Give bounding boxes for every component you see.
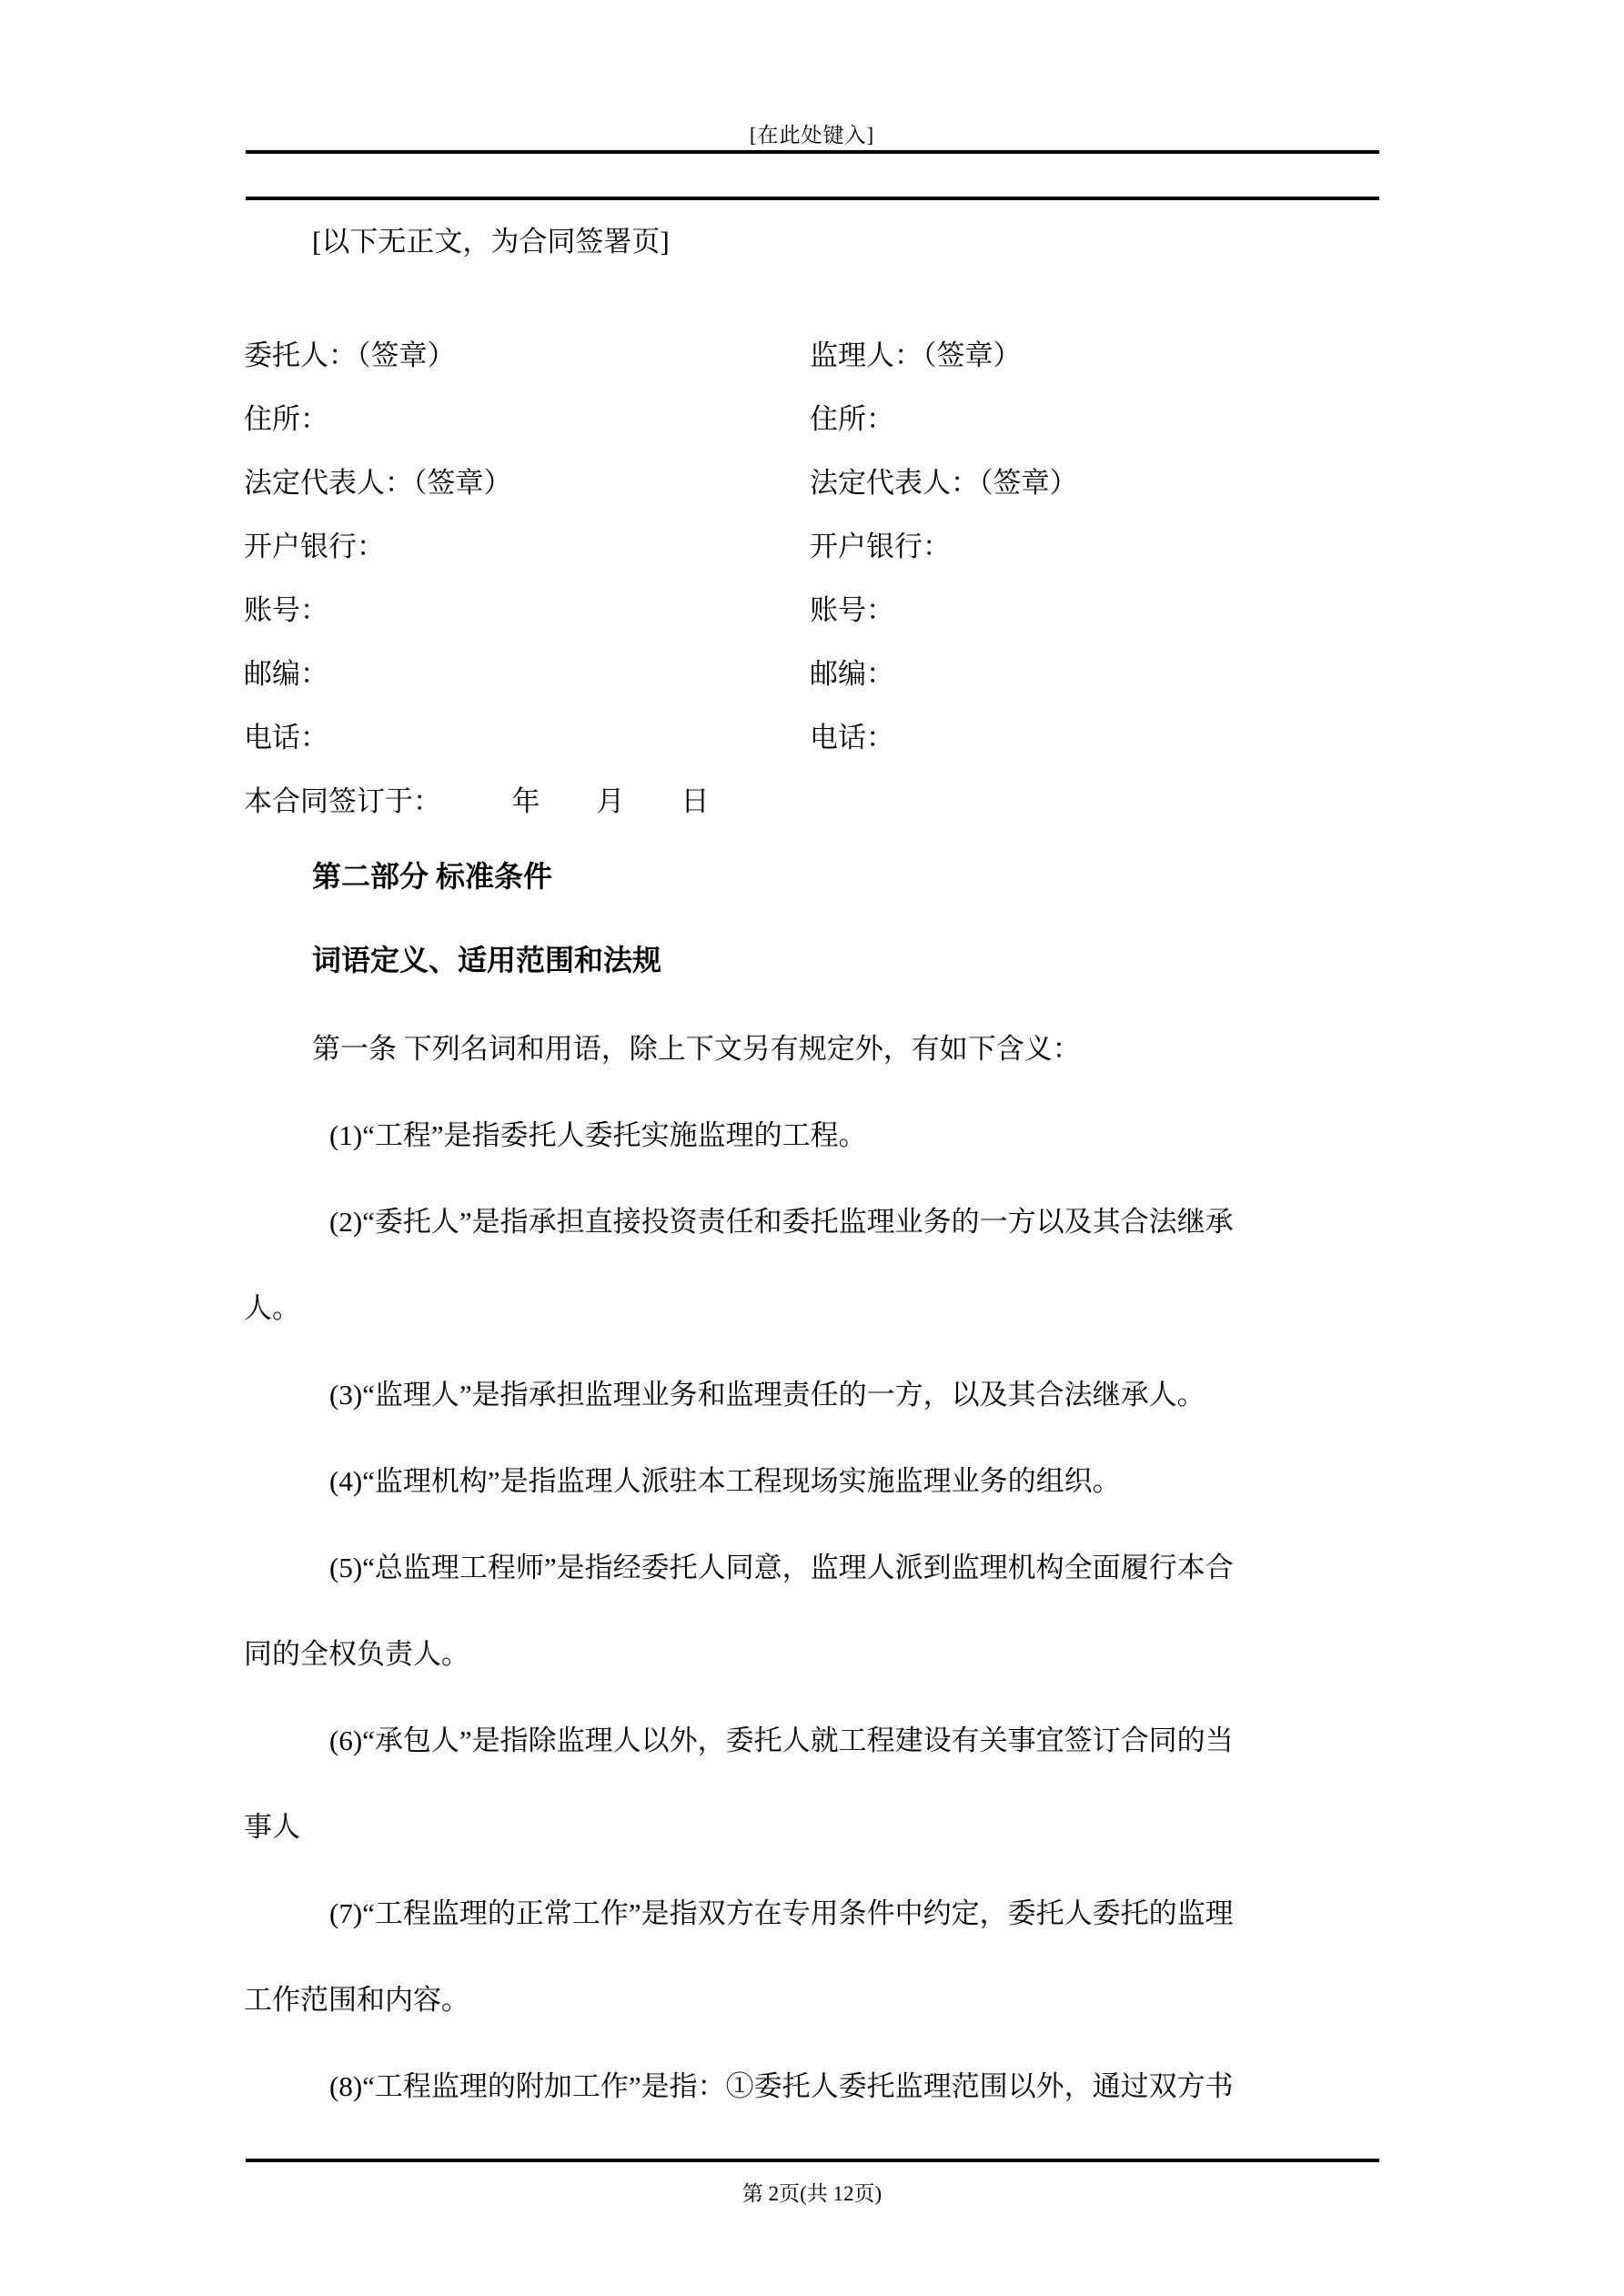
client-signature-label: 委托人：（签章） [244, 339, 456, 371]
body-line-def-4: (4)“监理机构”是指监理人派驻本工程现场实施监理业务的组织。 [329, 1465, 1121, 1497]
body-line-article-1: 第一条 下列名词和用语，除上下文另有规定外，有如下含义： [312, 1033, 1081, 1065]
body-line-def-6: (6)“承包人”是指除监理人以外，委托人就工程建设有关事宜签订合同的当 [329, 1725, 1234, 1756]
signature-row [244, 639, 1378, 703]
body-line-def-5: (5)“总监理工程师”是指经委托人同意，监理人派到监理机构全面履行本合 [329, 1552, 1234, 1583]
body-line-def-7-cont: 工作范围和内容。 [244, 1984, 469, 2016]
body-line-def-8: (8)“工程监理的附加工作”是指：①委托人委托监理范围以外，通过双方书 [329, 2070, 1234, 2102]
signature-block [244, 320, 1378, 830]
client-postcode-label: 邮编： [244, 657, 328, 690]
terms-section-heading: 词语定义、适用范围和法规 [312, 944, 662, 976]
supervisor-signature-label: 监理人：（签章） [810, 339, 1022, 371]
body-line-def-7: (7)“工程监理的正常工作”是指双方在专用条件中约定，委托人委托的监理 [329, 1897, 1234, 1929]
signature-row [244, 511, 1378, 575]
signature-row [244, 703, 1378, 766]
page-header-placeholder: [在此处键入] [749, 124, 875, 147]
signature-row [244, 448, 1378, 511]
client-legal-rep-label: 法定代表人：（签章） [244, 466, 512, 499]
part-two-heading: 第二部分 标准条件 [312, 860, 553, 893]
body-line-def-2: (2)“委托人”是指承担直接投资责任和委托监理业务的一方以及其合法继承 [329, 1206, 1234, 1238]
body-line-def-3: (3)“监理人”是指承担监理业务和监理责任的一方，以及其合法继承人。 [329, 1379, 1205, 1411]
client-bank-label: 开户银行： [244, 530, 385, 562]
signature-row [244, 575, 1378, 639]
header-rule-bottom [246, 197, 1379, 200]
body-line-def-6-cont: 事人 [244, 1811, 300, 1843]
client-phone-label: 电话： [244, 721, 328, 754]
footer-rule [246, 2159, 1379, 2162]
supervisor-account-label: 账号： [810, 593, 894, 626]
body-line-def-1: (1)“工程”是指委托人委托实施监理的工程。 [329, 1119, 867, 1151]
contract-body [244, 1006, 1381, 2129]
supervisor-legal-rep-label: 法定代表人：（签章） [810, 466, 1078, 499]
supervisor-address-label: 住所： [810, 402, 894, 435]
client-address-label: 住所： [244, 402, 328, 435]
no-body-text-notice: [以下无正文，为合同签署页] [312, 226, 670, 258]
supervisor-bank-label: 开户银行： [810, 530, 951, 562]
supervisor-postcode-label: 邮编： [810, 657, 894, 690]
body-line-def-5-cont: 同的全权负责人。 [244, 1638, 469, 1670]
contract-date-line: 本合同签订于： 年 月 日 [244, 784, 710, 817]
body-line-def-2-cont: 人。 [244, 1292, 300, 1324]
header-rule-top [246, 150, 1379, 154]
client-account-label: 账号： [244, 593, 328, 626]
supervisor-phone-label: 电话： [810, 721, 894, 754]
page-number: 第 2页(共 12页) [741, 2182, 883, 2205]
signature-row [244, 320, 1378, 384]
signature-row [244, 384, 1378, 448]
